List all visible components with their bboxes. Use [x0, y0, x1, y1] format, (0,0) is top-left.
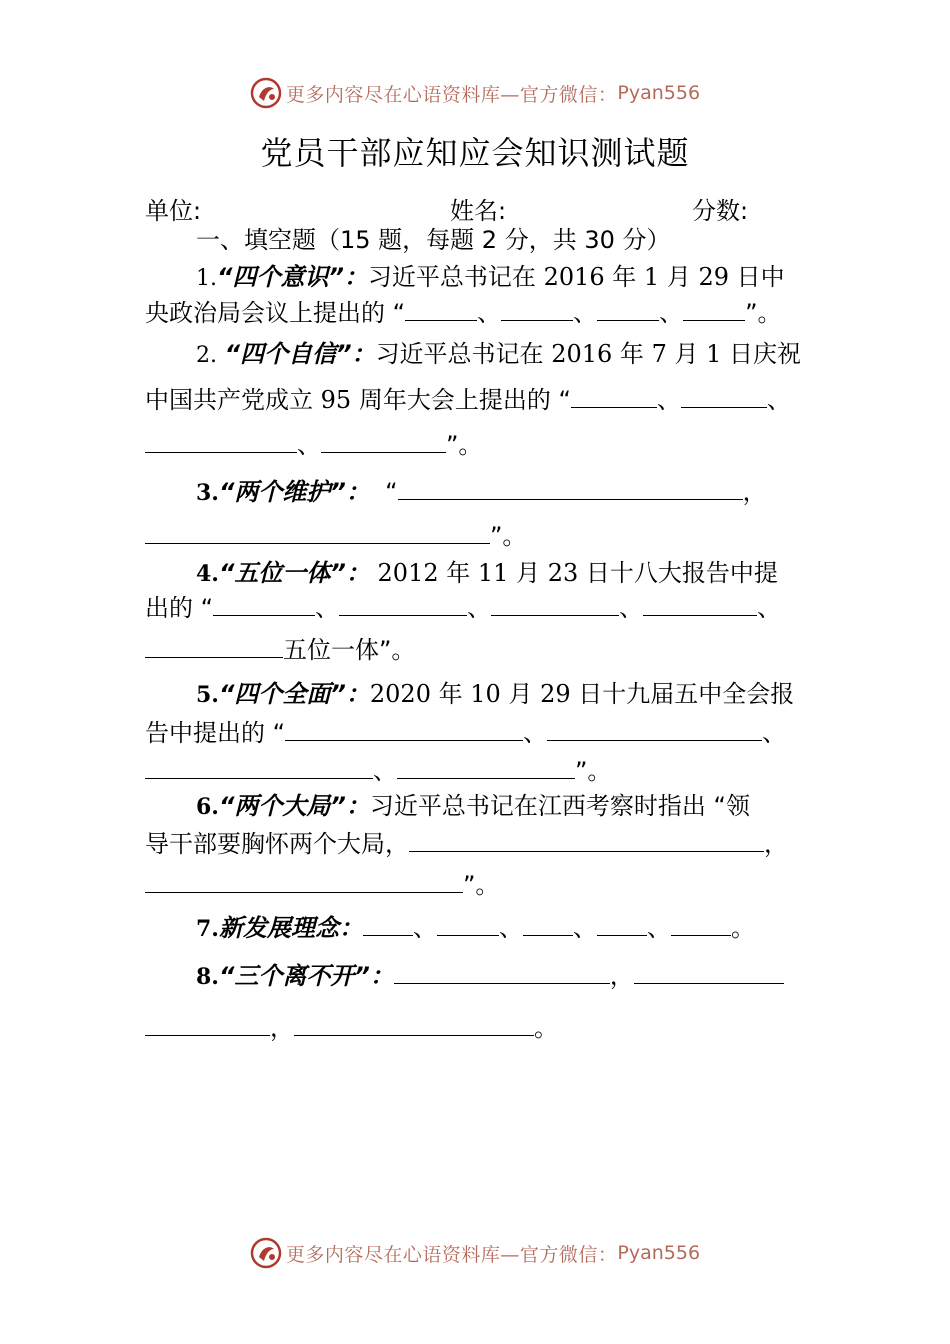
separator: 、 [412, 914, 437, 942]
year-value: 2016 [543, 263, 605, 291]
answer-blank[interactable] [547, 720, 762, 741]
day-value: 29 [540, 680, 571, 708]
question-text: 出的 “ [145, 594, 214, 622]
day-value: 1 [706, 340, 722, 368]
question-text: 日十八大报告中提 [585, 559, 778, 587]
question-text: 日中 [736, 263, 785, 291]
question-3-line-2 [145, 523, 526, 548]
question-number: 5. [196, 682, 219, 708]
brand-logo-icon [250, 1237, 282, 1269]
answer-blank[interactable] [145, 758, 373, 779]
month-value: 11 [477, 559, 509, 587]
answer-blank[interactable] [405, 300, 477, 321]
answer-blank[interactable] [145, 523, 490, 544]
question-8-line-1 [196, 963, 784, 988]
answer-blank[interactable] [145, 1015, 270, 1036]
question-text: 周年大会上提出的 “ [358, 386, 571, 414]
watermark-handle: Pyan556 [617, 82, 701, 104]
question-text: 习近平总书记在 [367, 263, 536, 291]
question-number: 7. [196, 916, 219, 942]
question-text: ”。 [446, 431, 483, 459]
question-8-line-2 [145, 1015, 558, 1040]
question-4-line-1 [196, 561, 778, 585]
question-2-line-2 [145, 387, 791, 412]
answer-blank[interactable] [683, 300, 745, 321]
score-label: 分数: [692, 197, 749, 225]
question-text: 年 [619, 340, 644, 368]
separator: 、 [297, 431, 321, 459]
question-1-line-1 [196, 265, 785, 290]
question-3-line-1 [196, 479, 767, 504]
question-5-line-1 [196, 682, 794, 706]
question-title: 新发展理念： [218, 914, 363, 942]
separator: 、 [498, 914, 523, 942]
separator: 、 [315, 594, 340, 622]
answer-blank[interactable] [597, 300, 659, 321]
answer-blank[interactable] [523, 915, 573, 936]
day-value: 23 [547, 559, 579, 587]
question-4-line-3 [145, 637, 415, 662]
separator: 、 [757, 594, 782, 622]
answer-blank[interactable] [213, 595, 315, 616]
question-2-line-1 [196, 342, 801, 367]
separator: ， [609, 962, 634, 990]
answer-blank[interactable] [145, 432, 297, 453]
answer-blank[interactable] [437, 915, 499, 936]
question-number: 3. [196, 480, 219, 506]
answer-blank[interactable] [491, 595, 619, 616]
answer-blank[interactable] [394, 963, 610, 984]
page-title: 党员干部应知应会知识测试题 [260, 134, 690, 172]
year-value: 2016 [551, 340, 613, 368]
day-value: 29 [698, 263, 730, 291]
answer-blank[interactable] [398, 479, 743, 500]
question-number: 4. [196, 561, 219, 587]
question-4-line-2 [145, 595, 781, 620]
question-text: 习近平总书记在 [375, 340, 544, 368]
month-value: 1 [643, 263, 660, 291]
question-1-line-2 [145, 300, 782, 325]
answer-blank[interactable] [671, 915, 731, 936]
question-number: 8. [196, 964, 219, 990]
section-heading: 一、填空题（15 题，每题 2 分，共 30 分） [196, 226, 671, 254]
unit-label: 单位: [145, 197, 202, 225]
separator: 、 [477, 299, 502, 327]
answer-blank[interactable] [321, 432, 446, 453]
separator: 、 [573, 299, 598, 327]
separator: 、 [656, 386, 681, 414]
separator: 、 [659, 299, 684, 327]
year-value: 2020 [369, 680, 431, 708]
question-text: 月 [674, 340, 699, 368]
question-text: 年 [438, 680, 463, 708]
answer-blank[interactable] [643, 595, 757, 616]
brand-logo-icon [250, 77, 282, 109]
month-value: 10 [470, 680, 501, 708]
separator: 、 [646, 914, 671, 942]
separator: 、 [523, 719, 548, 747]
question-text: “ [385, 478, 398, 506]
question-text: ”。 [463, 871, 500, 899]
anniversary-value: 95 [320, 386, 352, 414]
separator: 、 [467, 594, 492, 622]
question-5-line-2 [145, 720, 786, 745]
question-6-line-1 [196, 794, 750, 818]
separator: 、 [762, 719, 787, 747]
answer-blank[interactable] [634, 963, 784, 984]
question-6-line-3 [145, 872, 499, 897]
answer-blank[interactable] [285, 720, 523, 741]
question-title: “四个自信”： [224, 340, 376, 368]
question-text: 月 [666, 263, 691, 291]
separator: 、 [572, 914, 597, 942]
question-number: 1. [196, 266, 217, 291]
watermark-banner-bottom [0, 1233, 950, 1273]
question-text: ”。 [745, 299, 782, 327]
question-text: 年 [612, 263, 637, 291]
separator: 、 [373, 757, 397, 785]
question-text: ”。 [575, 757, 612, 785]
name-label: 姓名: [450, 197, 507, 225]
answer-blank[interactable] [145, 637, 283, 658]
question-2-line-3 [145, 432, 482, 457]
question-text: 告中提出的 “ [145, 719, 286, 747]
question-title: “三个离不开”： [218, 962, 394, 990]
question-text: 年 [446, 559, 471, 587]
answer-blank[interactable] [294, 1015, 534, 1036]
question-text: 中国共产党成立 [145, 386, 313, 414]
separator: 、 [619, 594, 644, 622]
question-title: “两个维护”： [218, 478, 370, 506]
separator: ， [742, 478, 767, 506]
question-title: “五位一体”： [218, 559, 370, 587]
watermark-text: 更多内容尽在心语资料库—官方微信： [285, 83, 618, 106]
watermark-text: 更多内容尽在心语资料库—官方微信： [285, 1243, 618, 1266]
answer-blank[interactable] [597, 915, 647, 936]
question-text: 央政治局会议上提出的 “ [145, 299, 406, 327]
answer-blank[interactable] [501, 300, 573, 321]
question-text: 月 [516, 559, 541, 587]
question-7-line-1 [196, 915, 755, 940]
watermark-handle: Pyan556 [617, 1242, 701, 1264]
question-5-line-3 [145, 758, 611, 783]
year-value: 2012 [377, 559, 439, 587]
separator: ， [764, 830, 788, 858]
question-text: 日十九届五中全会报 [578, 680, 795, 708]
answer-blank[interactable] [409, 831, 764, 852]
question-number: 6. [196, 794, 219, 820]
question-6-line-2 [145, 831, 788, 856]
question-text: 五位一体”。 [283, 636, 416, 664]
answer-blank[interactable] [571, 387, 657, 408]
question-text: 习近平总书记在江西考察时指出 “领 [369, 792, 750, 820]
question-text: 导干部要胸怀两个大局， [145, 830, 409, 858]
separator: 、 [766, 386, 791, 414]
watermark-banner-top [0, 73, 950, 113]
month-value: 7 [651, 340, 667, 368]
question-text: 。 [534, 1014, 558, 1042]
separator: ， [270, 1014, 294, 1042]
question-number: 2. [196, 343, 217, 368]
question-text: 日庆祝 [729, 340, 802, 368]
question-text: 。 [730, 914, 755, 942]
answer-blank[interactable] [681, 387, 767, 408]
question-text: ”。 [490, 522, 527, 550]
question-title: “四个意识”： [217, 263, 368, 291]
question-title: “四个全面”： [218, 680, 370, 708]
question-title: “两个大局”： [218, 792, 370, 820]
answer-blank[interactable] [363, 915, 413, 936]
answer-blank[interactable] [397, 758, 575, 779]
answer-blank[interactable] [339, 595, 467, 616]
answer-blank[interactable] [145, 872, 463, 893]
question-text: 月 [508, 680, 533, 708]
